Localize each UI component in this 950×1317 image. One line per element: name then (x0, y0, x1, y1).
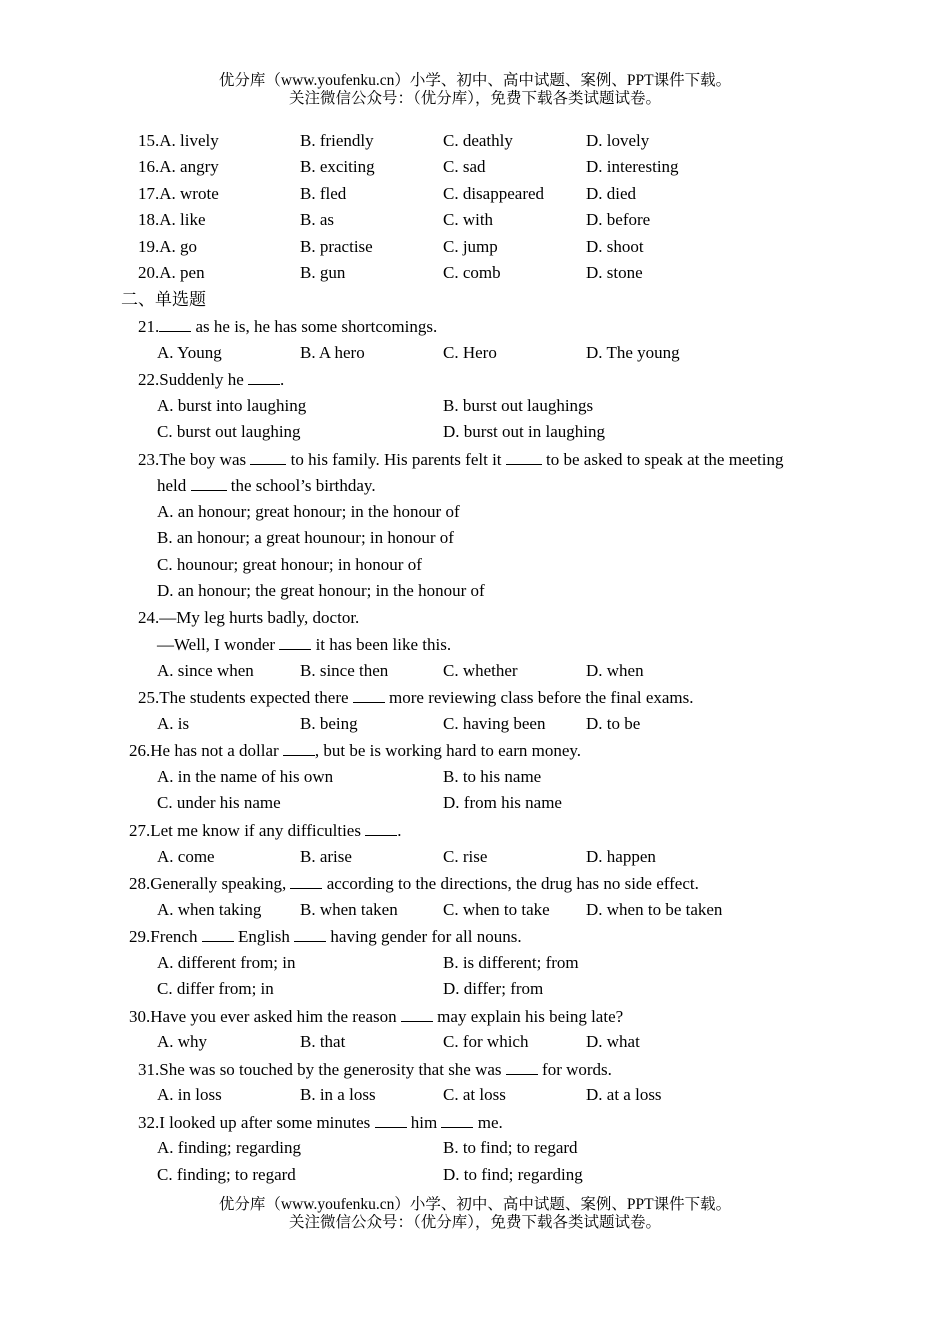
question-23: 23.The boy was to his family. His parents felt it to be asked to speak at the meeting (138, 446, 783, 472)
option-b: B. friendly (300, 131, 374, 150)
option-c: C. for which (443, 1032, 529, 1051)
option-d: D. interesting (586, 157, 679, 176)
footer-line-1: 优分库（www.youfenku.cn）小学、初中、高中试题、案例、PPT课件下载。 (218, 1196, 732, 1213)
option-c: C. burst out laughing (157, 422, 301, 441)
option-b: B. an honour; a great hounour; in honour of (157, 528, 454, 547)
option-d: D. died (586, 184, 637, 203)
question-15: 15.A. lively (138, 131, 219, 150)
option-d: D. The young (586, 343, 680, 362)
header-line-2: 关注微信公众号：（优分库），免费下载各类试题试卷。 (288, 90, 661, 107)
option-a: A. Young (157, 343, 222, 362)
option-c: C. having been (443, 714, 546, 733)
question-32: 32.I looked up after some minutes him me. (138, 1109, 503, 1135)
option-b: B. being (300, 714, 358, 733)
option-b: B. since then (300, 661, 389, 680)
option-c: C. comb (443, 263, 501, 282)
option-d: D. before (586, 210, 651, 229)
option-b: B. fled (300, 184, 347, 203)
option-d: D. burst out in laughing (443, 422, 605, 441)
option-b: B. that (300, 1032, 346, 1051)
option-c: C. hounour; great honour; in honour of (157, 555, 422, 574)
option-c: C. with (443, 210, 494, 229)
option-c: C. disappeared (443, 184, 545, 203)
option-a: A. when taking (157, 900, 262, 919)
option-d: D. to be (586, 714, 641, 733)
option-c: C. rise (443, 847, 488, 866)
question-24-reply: —Well, I wonder it has been like this. (157, 631, 451, 657)
page-header (0, 72, 950, 108)
option-c: C. differ from; in (157, 979, 274, 998)
question-20: 20.A. pen (138, 263, 205, 282)
question-17: 17.A. wrote (138, 184, 219, 203)
question-24: 24.—My leg hurts badly, doctor. (138, 608, 360, 627)
option-b: B. as (300, 210, 334, 229)
section-title: 二、单选题 (121, 290, 206, 309)
option-d: D. when (586, 661, 644, 680)
option-d: D. at a loss (586, 1085, 662, 1104)
question-23-continued: held the school’s birthday. (157, 472, 376, 498)
option-c: C. under his name (157, 793, 281, 812)
option-a: A. burst into laughing (157, 396, 307, 415)
option-b: B. to his name (443, 767, 542, 786)
option-c: C. finding; to regard (157, 1165, 296, 1184)
option-d: D. from his name (443, 793, 562, 812)
question-25: 25.The students expected there more reviewing class before the final exams. (138, 684, 694, 710)
question-30: 30.Have you ever asked him the reason may explain his being late? (129, 1003, 623, 1029)
option-d: D. what (586, 1032, 640, 1051)
question-22: 22.Suddenly he . (138, 366, 284, 392)
question-31: 31.She was so touched by the generosity that she was for words. (138, 1056, 612, 1082)
option-a: A. is (157, 714, 190, 733)
option-c: C. Hero (443, 343, 497, 362)
question-26: 26.He has not a dollar , but be is working hard to earn money. (129, 737, 581, 763)
option-b: B. to find; to regard (443, 1138, 578, 1157)
option-a: A. come (157, 847, 215, 866)
option-d: D. lovely (586, 131, 650, 150)
option-a: A. an honour; great honour; in the honour of (157, 502, 460, 521)
option-a: A. in loss (157, 1085, 222, 1104)
question-16: 16.A. angry (138, 157, 219, 176)
question-18: 18.A. like (138, 210, 206, 229)
option-d: D. to find; regarding (443, 1165, 583, 1184)
option-b: B. A hero (300, 343, 365, 362)
option-d: D. differ; from (443, 979, 544, 998)
question-29: 29.French English having gender for all nouns. (129, 923, 522, 949)
option-c: C. when to take (443, 900, 550, 919)
option-c: C. whether (443, 661, 518, 680)
option-b: B. exciting (300, 157, 375, 176)
option-b: B. burst out laughings (443, 396, 594, 415)
page-footer (0, 1196, 950, 1232)
option-b: B. when taken (300, 900, 398, 919)
option-b: B. practise (300, 237, 373, 256)
option-d: D. happen (586, 847, 656, 866)
option-a: A. why (157, 1032, 208, 1051)
footer-line-2: 关注微信公众号：（优分库），免费下载各类试题试卷。 (288, 1214, 661, 1231)
option-c: C. jump (443, 237, 498, 256)
option-a: A. different from; in (157, 953, 296, 972)
option-a: A. finding; regarding (157, 1138, 301, 1157)
option-b: B. is different; from (443, 953, 579, 972)
option-b: B. arise (300, 847, 352, 866)
question-19: 19.A. go (138, 237, 198, 256)
option-d: D. when to be taken (586, 900, 723, 919)
question-27: 27.Let me know if any difficulties . (129, 817, 401, 843)
option-b: B. gun (300, 263, 346, 282)
option-c: C. sad (443, 157, 486, 176)
question-21: 21. as he is, he has some shortcomings. (138, 313, 437, 339)
option-d: D. an honour; the great honour; in the honour of (157, 581, 485, 600)
option-d: D. shoot (586, 237, 644, 256)
option-c: C. at loss (443, 1085, 506, 1104)
option-b: B. in a loss (300, 1085, 376, 1104)
option-c: C. deathly (443, 131, 513, 150)
option-d: D. stone (586, 263, 643, 282)
header-line-1: 优分库（www.youfenku.cn）小学、初中、高中试题、案例、PPT课件下载。 (218, 72, 732, 89)
question-28: 28.Generally speaking, according to the directions, the drug has no side effect. (129, 870, 699, 896)
option-a: A. since when (157, 661, 254, 680)
option-a: A. in the name of his own (157, 767, 334, 786)
